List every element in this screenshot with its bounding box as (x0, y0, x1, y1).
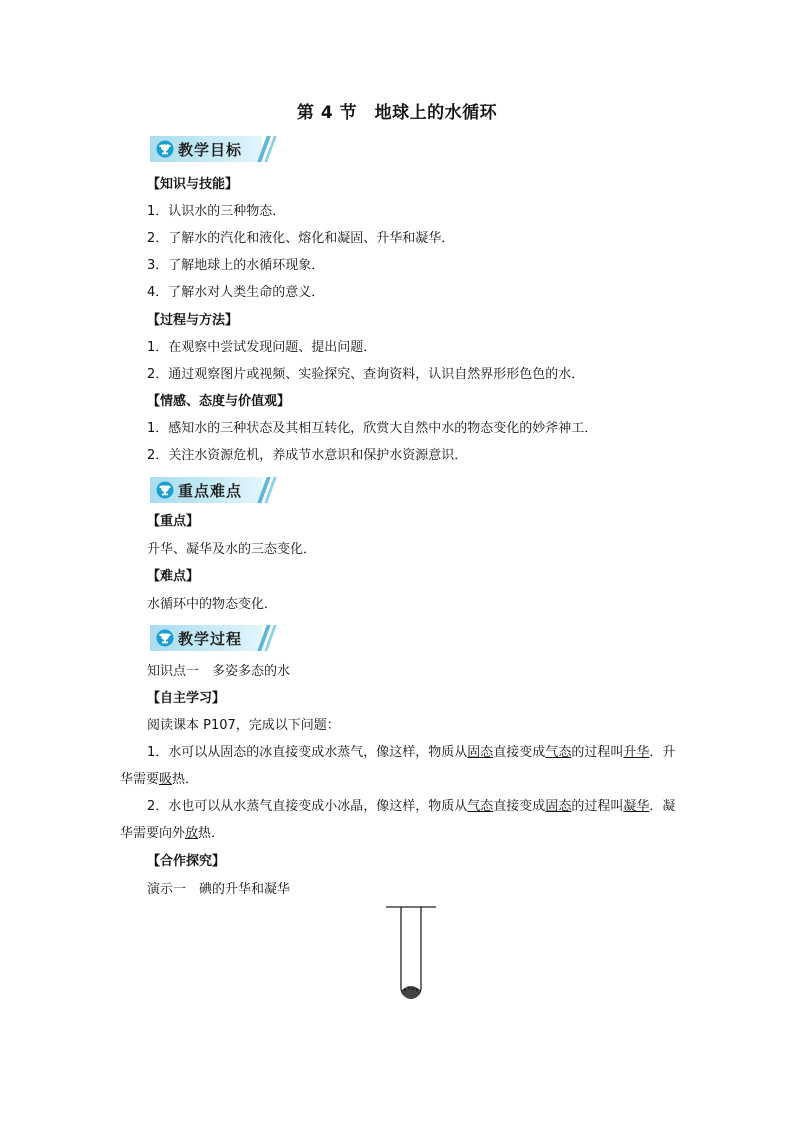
list-item: 2．关注水资源危机，养成节水意识和保护水资源意识． (147, 448, 468, 463)
demo-title: 演示一 碘的升华和凝华 (147, 882, 291, 897)
question-2: 2．水也可以从水蒸气直接变成小冰晶，像这样，物质从气态直接变成固态的过程叫凝华．凝华需要向外放热． (120, 799, 676, 841)
list-item: 2．了解水的汽化和液化、熔化和凝固、升华和凝华． (147, 231, 455, 246)
answer-blank: 凝华 (623, 799, 650, 814)
emotion-heading: 【情感、态度与价值观】 (147, 394, 291, 409)
answer-blank: 气态 (467, 799, 494, 814)
trophy-icon (156, 481, 174, 499)
answer-blank: 气态 (545, 745, 572, 760)
banner-label: 重点难点 (178, 482, 243, 500)
answer-blank: 固态 (467, 745, 494, 760)
test-tube-illustration (386, 906, 436, 1006)
trophy-icon (156, 140, 174, 158)
banner-label: 教学过程 (178, 630, 243, 648)
list-item: 1．认识水的三种物态． (147, 204, 286, 219)
self-study-heading: 【自主学习】 (147, 691, 226, 706)
list-item: 2．通过观察图片或视频、实验探究、查询资料，认识自然界形形色色的水． (147, 367, 585, 382)
section-banner-process (150, 625, 274, 651)
difficulty-heading: 【难点】 (147, 569, 200, 584)
answer-blank: 固态 (545, 799, 572, 814)
page-title: 第 4 节 地球上的水循环 (296, 103, 498, 123)
list-item: 1．在观察中尝试发现问题、提出问题． (147, 340, 377, 355)
knowledge-heading: 【知识与技能】 (147, 177, 239, 192)
list-item: 4．了解水对人类生命的意义． (147, 285, 325, 300)
list-item: 3．了解地球上的水循环现象． (147, 258, 325, 273)
answer-blank: 吸 (159, 772, 173, 787)
list-item: 1．感知水的三种状态及其相互转化，欣赏大自然中水的物态变化的妙斧神工． (147, 421, 598, 436)
answer-blank: 放 (185, 826, 199, 841)
focus-heading: 【重点】 (147, 514, 200, 529)
banner-label: 教学目标 (178, 141, 243, 159)
section-banner-key-points (150, 477, 274, 503)
question-1: 1．水可以从固态的冰直接变成水蒸气，像这样，物质从固态直接变成气态的过程叫升华．升华需要吸热． (120, 745, 676, 787)
section-banner-goals (150, 136, 274, 162)
knowledge-point-title: 知识点一 多姿多态的水 (147, 664, 291, 679)
difficulty-text: 水循环中的物态变化． (147, 597, 278, 612)
focus-text: 升华、凝华及水的三态变化． (147, 542, 317, 557)
trophy-icon (156, 629, 174, 647)
process-heading: 【过程与方法】 (147, 313, 239, 328)
cooperation-heading: 【合作探究】 (147, 854, 226, 869)
answer-blank: 升华 (623, 745, 650, 760)
read-instruction: 阅读课本 P107，完成以下问题： (147, 718, 340, 733)
